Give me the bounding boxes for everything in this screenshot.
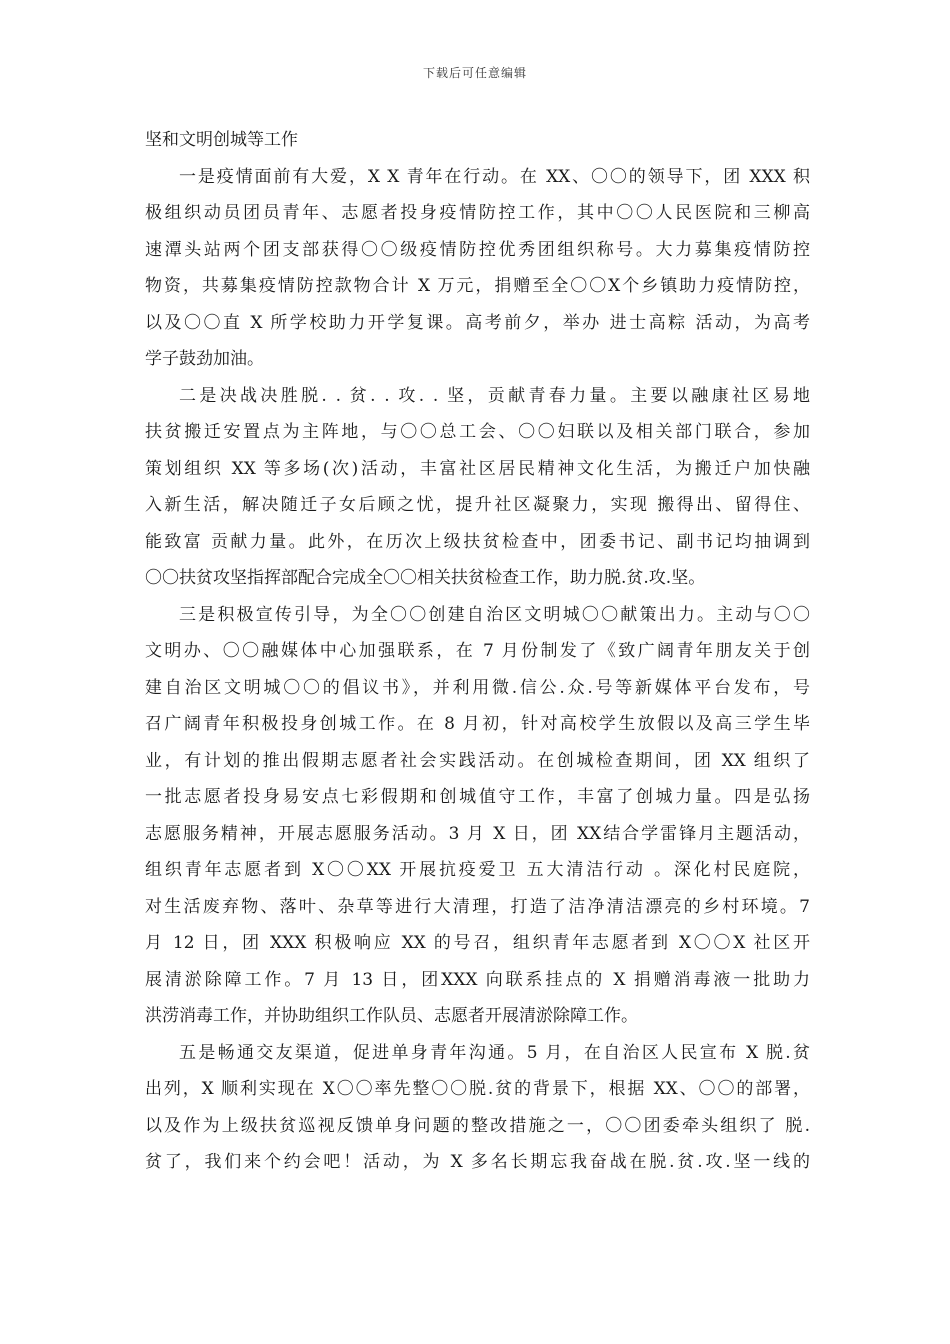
text-line: 建自治区文明城〇〇的倡议书》，并利用微.信公.众.号等新媒体平台发布，号	[145, 677, 810, 698]
text-line: 贫了，我们来个约会吧！活动，为 X 多名长期忘我奋战在脱.贫.攻.坚一线的	[145, 1152, 810, 1172]
text-line: 二是决战决胜脱. . 贫. . 攻. . 坚，贡献青春力量。主要以融康社区易地	[179, 385, 810, 406]
text-line: 一是疫情面前有大爱，X X 青年在行动。在 XX、〇〇的领导下，团 XXX 积	[179, 166, 810, 187]
text-line: 业，有计划的推出假期志愿者社会实践活动。在创城检查期间，团 XX 组织了	[145, 750, 810, 771]
text-line: 月 12 日，团 XXX 积极响应 XX 的号召，组织青年志愿者到 X〇〇X 社区开	[145, 933, 810, 953]
text-line: 五是畅通交友渠道，促进单身青年沟通。5 月，在自治区人民宣布 X 脱.贫	[179, 1042, 810, 1063]
text-line: 以及〇〇直 X 所学校助力开学复课。高考前夕，举办 进士高粽 活动，为高考	[145, 312, 810, 333]
text-line: 洪涝消毒工作，并协助组织工作队员、志愿者开展清淤除障工作。	[145, 1006, 638, 1026]
text-line: 以及作为上级扶贫巡视反馈单身问题的整改措施之一，〇〇团委牵头组织了 脱.	[145, 1115, 810, 1136]
text-line: 志愿服务精神，开展志愿服务活动。3 月 X 日，团 XX结合学雷锋月主题活动，	[145, 823, 810, 844]
text-line: 一批志愿者投身易安点七彩假期和创城值守工作，丰富了创城力量。四是弘扬	[145, 787, 810, 807]
text-line: 物资，共募集疫情防控款物合计 X 万元，捐赠至全〇〇X个乡镇助力疫情防控，	[145, 276, 810, 296]
text-line: 学子鼓劲加油。	[145, 349, 264, 369]
text-line: 出列，X 顺利实现在 X〇〇率先整〇〇脱.贫的背景下，根据 XX、〇〇的部署，	[145, 1079, 810, 1099]
text-line: 速潭头站两个团支部获得〇〇级疫情防控优秀团组织称号。大力募集疫情防控	[145, 239, 810, 260]
text-line: 坚和文明创城等工作	[145, 130, 298, 150]
text-line: 对生活废弃物、落叶、杂草等进行大清理，打造了洁净清洁漂亮的乡村环境。7	[145, 896, 810, 917]
text-line: 展清淤除障工作。7 月 13 日，团XXX 向联系挂点的 X 捐赠消毒液一批助力	[145, 969, 810, 990]
document-body	[145, 122, 810, 1181]
text-line: 能致富 贡献力量。此外，在历次上级扶贫检查中，团委书记、副书记均抽调到	[145, 531, 810, 552]
text-line: 极组织动员团员青年、志愿者投身疫情防控工作，其中〇〇人民医院和三柳高	[145, 203, 810, 223]
text-line: 入新生活，解决随迁子女后顾之忧，提升社区凝聚力，实现 搬得出、留得住、	[145, 495, 810, 515]
text-line: 召广阔青年积极投身创城工作。在 8 月初，针对高校学生放假以及高三学生毕	[145, 714, 810, 734]
page-header: 下载后可任意编辑	[422, 66, 527, 80]
text-line: 三是积极宣传引导，为全〇〇创建自治区文明城〇〇献策出力。主动与〇〇	[179, 604, 810, 625]
text-line: 扶贫搬迁安置点为主阵地，与〇〇总工会、〇〇妇联以及相关部门联合，参加	[145, 422, 810, 442]
text-line: 〇〇扶贫攻坚指挥部配合完成全〇〇相关扶贫检查工作，助力脱.贫.攻.坚。	[145, 568, 706, 588]
text-line: 策划组织 XX 等多场(次)活动，丰富社区居民精神文化生活，为搬迁户加快融	[145, 458, 810, 479]
text-line: 组织青年志愿者到 X〇〇XX 开展抗疫爱卫 五大清洁行动 。深化村民庭院，	[145, 860, 810, 880]
text-line: 文明办、〇〇融媒体中心加强联系，在 7 月份制发了《致广阔青年朋友关于创	[145, 641, 810, 661]
